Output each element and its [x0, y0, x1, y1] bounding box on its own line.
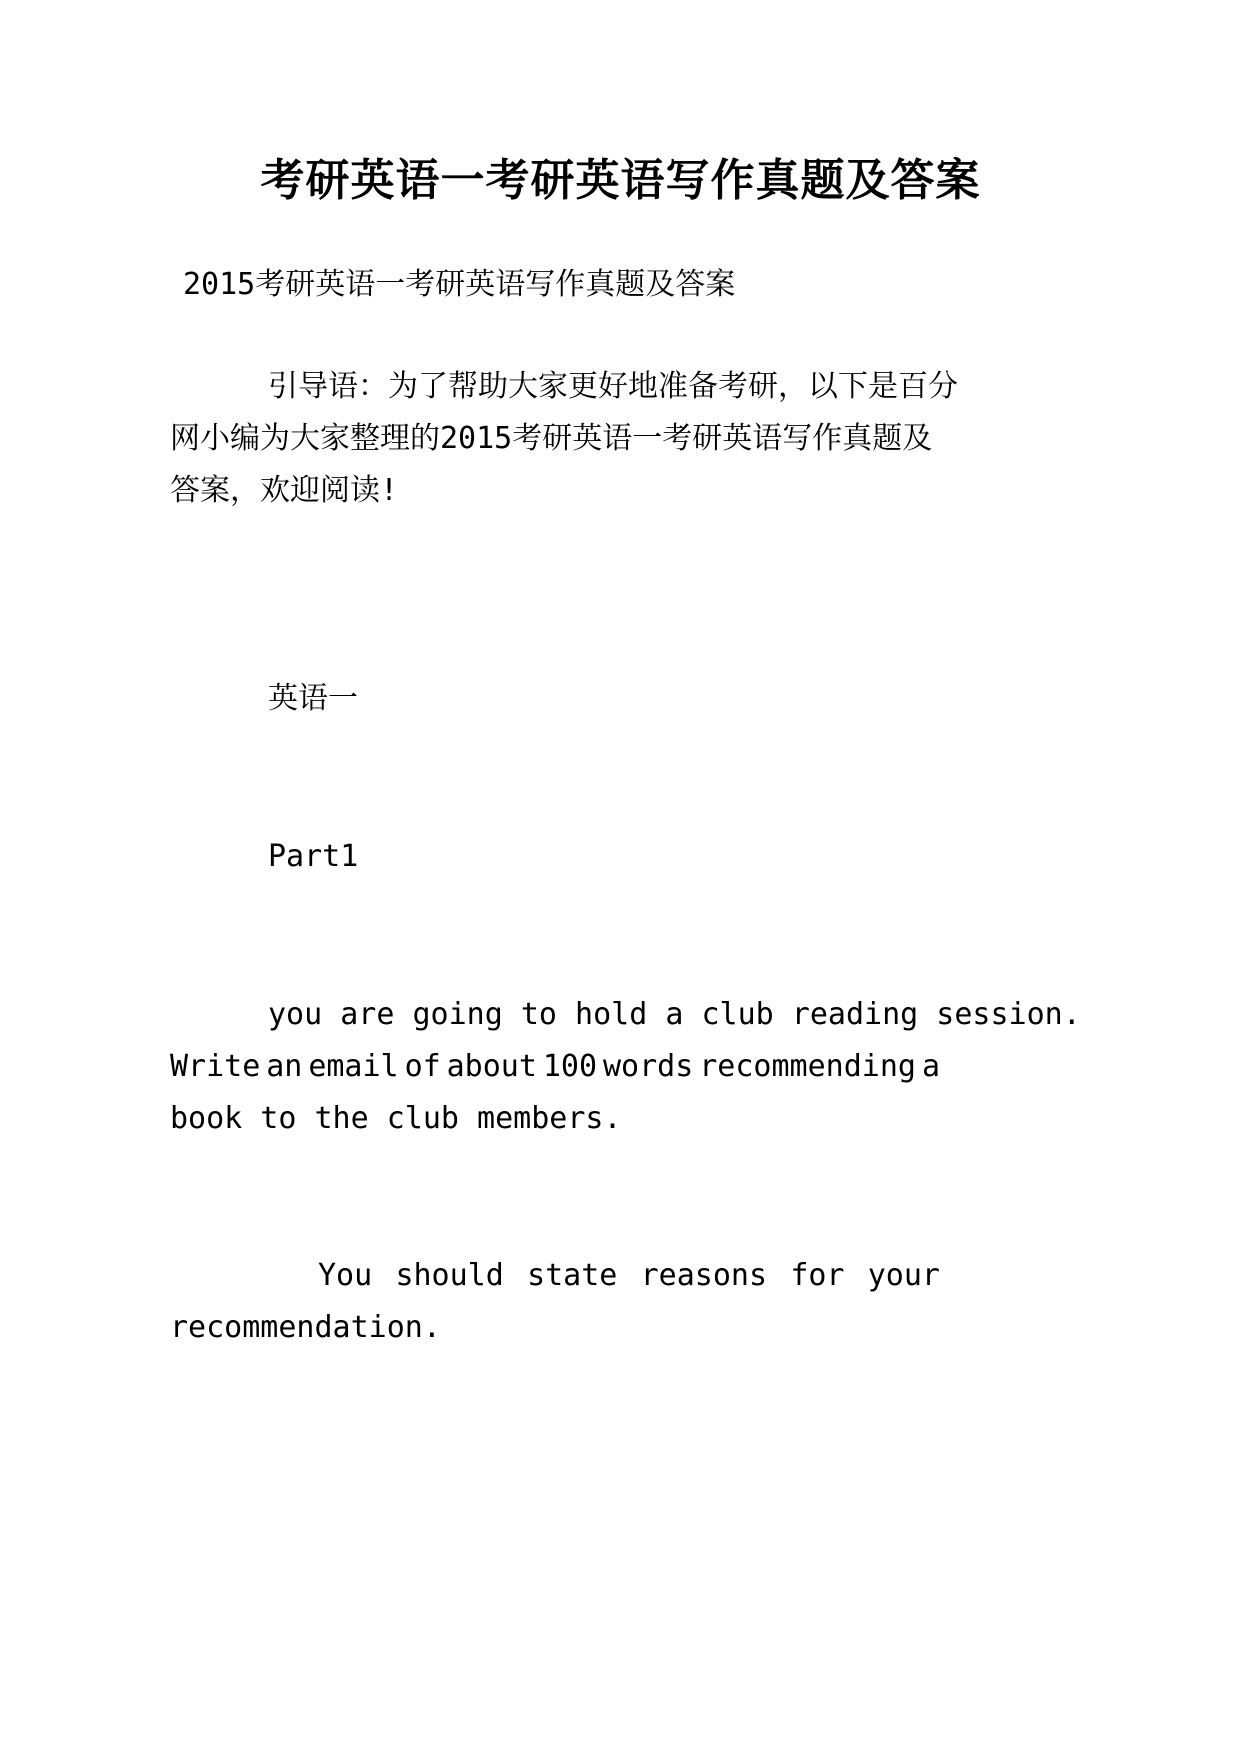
- task-word: 100: [542, 1049, 598, 1084]
- document-subtitle: 2015考研英语一考研英语写作真题及答案: [183, 267, 736, 302]
- task-word: words: [603, 1049, 694, 1084]
- intro-line-3: 答案，欢迎阅读!: [170, 473, 399, 508]
- task-word: recommending: [699, 1049, 916, 1084]
- document-title: 考研英语一考研英语写作真题及答案: [260, 155, 981, 206]
- task-word: a: [921, 1049, 940, 1084]
- instruction-word: for: [790, 1258, 845, 1293]
- instruction-word: reasons: [640, 1258, 768, 1293]
- part-heading: Part1: [268, 839, 359, 874]
- section-heading: 英语一: [268, 681, 358, 716]
- task-line-3: book to the club members.: [170, 1101, 622, 1136]
- task-word: about: [446, 1049, 537, 1084]
- intro-line-2: 网小编为大家整理的2015考研英语一考研英语写作真题及: [170, 421, 933, 456]
- instruction-word: should: [395, 1258, 504, 1293]
- instruction-line-1: [318, 1257, 940, 1295]
- instruction-line-2: recommendation.: [170, 1310, 441, 1345]
- instruction-word: You: [318, 1258, 373, 1293]
- instruction-word: your: [867, 1258, 940, 1293]
- task-word: of: [404, 1049, 441, 1084]
- task-line-1: you are going to hold a club reading session.: [268, 997, 1081, 1032]
- instruction-word: state: [527, 1258, 618, 1293]
- task-word: Write: [170, 1049, 261, 1084]
- task-line-2: [170, 1048, 940, 1086]
- task-word: an: [266, 1049, 303, 1084]
- task-word: email: [308, 1049, 399, 1084]
- intro-line-1: 引导语：为了帮助大家更好地准备考研，以下是百分: [268, 369, 958, 404]
